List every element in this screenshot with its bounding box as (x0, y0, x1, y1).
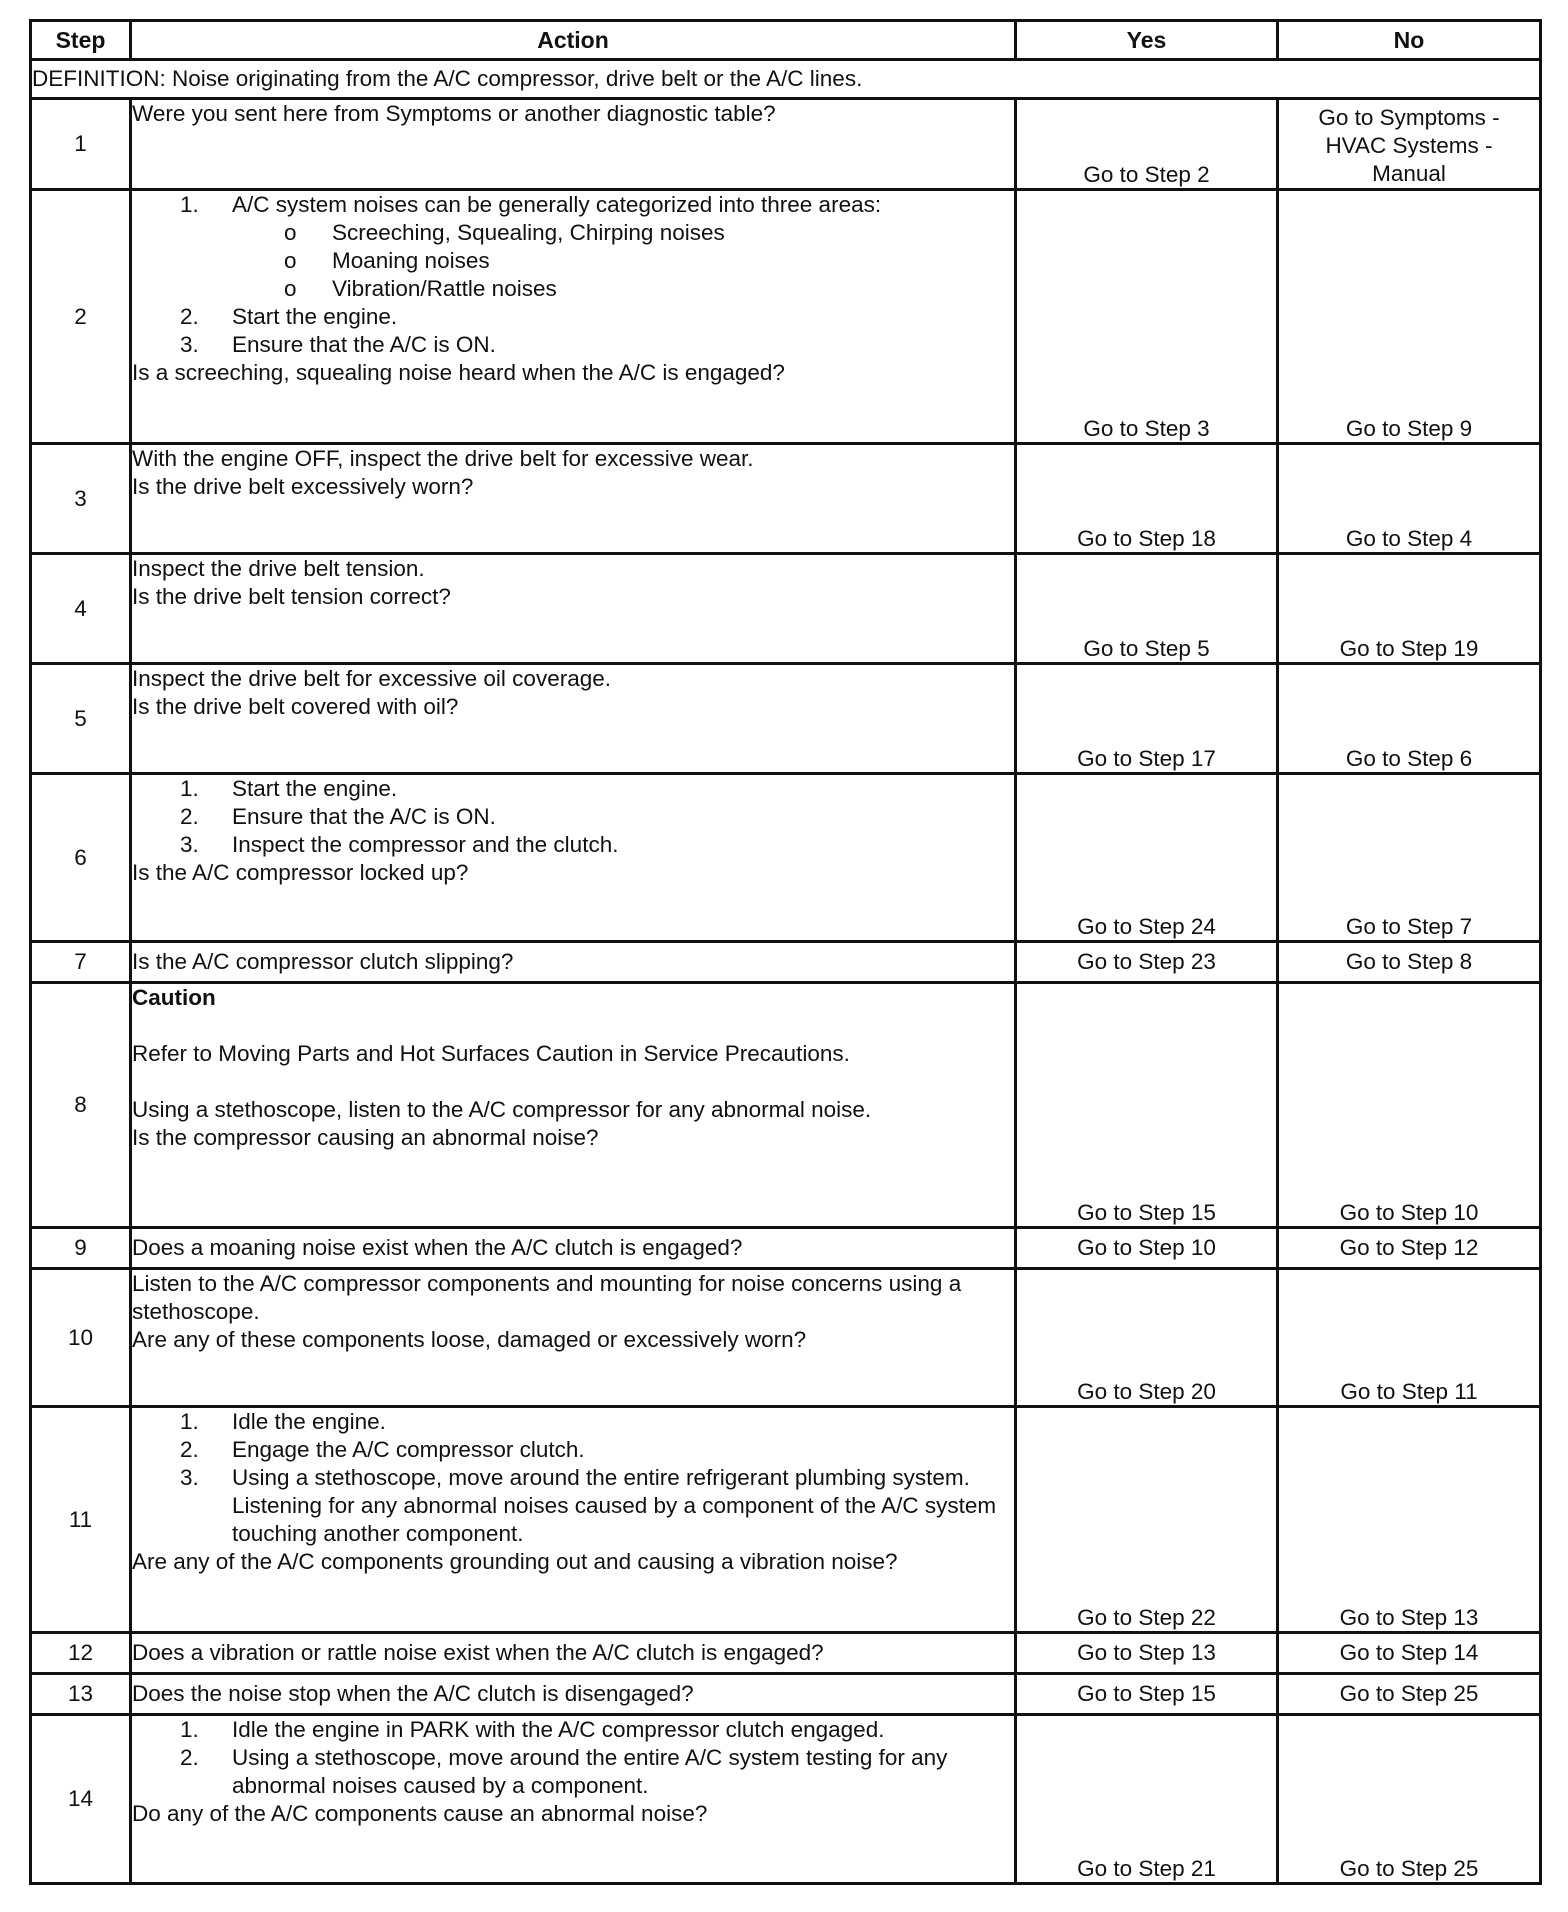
action-cell (131, 664, 1016, 774)
no-link[interactable]: Go to Step 12 (1278, 1228, 1541, 1269)
table-row (31, 1715, 1541, 1884)
header-step: Step (31, 21, 131, 60)
list-item: 3. Using a stethoscope, move around the entire refrigerant plumbing system. Listening for any abnormal noises caused by a component of the A/C system touching another component. (180, 1465, 997, 1546)
no-link[interactable]: Go to Step 4 (1278, 444, 1541, 554)
table-row (31, 554, 1541, 664)
no-link-text: Go to Symptoms - HVAC Systems - Manual (1318, 105, 1500, 186)
action-cell (131, 190, 1016, 444)
table-row (31, 774, 1541, 942)
step-number: 6 (31, 774, 131, 942)
question-text: Is a screeching, squealing noise heard when the A/C is engaged? (132, 360, 785, 385)
table-row (31, 444, 1541, 554)
question-text: Is the compressor causing an abnormal noise? (132, 1125, 599, 1150)
no-link[interactable]: Go to Step 7 (1278, 774, 1541, 942)
action-cell (131, 774, 1016, 942)
caution-text: Refer to Moving Parts and Hot Surfaces Caution in Service Precautions. (132, 1041, 850, 1066)
step-number: 14 (31, 1715, 131, 1884)
question-text: Is the A/C compressor locked up? (132, 860, 469, 885)
step-number: 5 (31, 664, 131, 774)
no-link[interactable]: Go to Step 11 (1278, 1269, 1541, 1407)
question-text: Is the A/C compressor clutch slipping? (131, 942, 1016, 983)
no-link[interactable]: Go to Step 25 (1278, 1715, 1541, 1884)
list-item: 2. Ensure that the A/C is ON. (180, 804, 496, 829)
list-item: 1. Idle the engine. (180, 1409, 386, 1434)
yes-link[interactable]: Go to Step 13 (1016, 1633, 1278, 1674)
yes-link[interactable]: Go to Step 17 (1016, 664, 1278, 774)
table-row (31, 1633, 1541, 1674)
action-list (132, 191, 1014, 359)
step-number: 4 (31, 554, 131, 664)
header-row (31, 21, 1541, 60)
action-cell (131, 554, 1016, 664)
table-row (31, 1407, 1541, 1633)
step-number: 1 (31, 99, 131, 190)
no-link[interactable]: Go to Step 9 (1278, 190, 1541, 444)
header-no: No (1278, 21, 1541, 60)
definition-text: DEFINITION: Noise originating from the A/C compressor, drive belt or the A/C lines. (31, 60, 1541, 99)
yes-link[interactable]: Go to Step 21 (1016, 1715, 1278, 1884)
step-number: 9 (31, 1228, 131, 1269)
question-text: Is the drive belt excessively worn? (132, 474, 474, 499)
step-number: 11 (31, 1407, 131, 1633)
no-link[interactable]: Go to Step 25 (1278, 1674, 1541, 1715)
yes-link[interactable]: Go to Step 22 (1016, 1407, 1278, 1633)
header-yes: Yes (1016, 21, 1278, 60)
list-item: 3. Ensure that the A/C is ON. (180, 332, 496, 357)
table-row (31, 1228, 1541, 1269)
no-link[interactable]: Go to Step 13 (1278, 1407, 1541, 1633)
no-link[interactable]: Go to Step 10 (1278, 983, 1541, 1228)
yes-link[interactable]: Go to Step 24 (1016, 774, 1278, 942)
action-text: Using a stethoscope, listen to the A/C compressor for any abnormal noise. (132, 1097, 872, 1122)
step-number: 2 (31, 190, 131, 444)
action-text: Inspect the drive belt for excessive oil coverage. (132, 666, 611, 691)
step-number: 13 (31, 1674, 131, 1715)
action-cell (131, 1715, 1016, 1884)
list-item: 1. Start the engine. (180, 776, 398, 801)
action-text: Listen to the A/C compressor components and mounting for noise concerns using a stethoscope. (132, 1271, 962, 1324)
question-text: Are any of these components loose, damaged or excessively worn? (132, 1327, 807, 1352)
question-text: Is the drive belt tension correct? (132, 584, 451, 609)
list-item: 1. A/C system noises can be generally categorized into three areas: (180, 192, 882, 217)
header-action: Action (131, 21, 1016, 60)
action-cell (131, 1269, 1016, 1407)
question-text: Does a vibration or rattle noise exist when the A/C clutch is engaged? (131, 1633, 1016, 1674)
list-item: 1. Idle the engine in PARK with the A/C compressor clutch engaged. (180, 1717, 885, 1742)
action-cell (131, 444, 1016, 554)
step-number: 12 (31, 1633, 131, 1674)
table-row (31, 1269, 1541, 1407)
caution-label: Caution (132, 985, 216, 1010)
list-item: 2. Engage the A/C compressor clutch. (180, 1437, 585, 1462)
table-row (31, 99, 1541, 190)
step-number: 10 (31, 1269, 131, 1407)
no-link[interactable]: Go to Step 6 (1278, 664, 1541, 774)
step-number: 8 (31, 983, 131, 1228)
action-cell (131, 99, 1016, 190)
question-text: Is the drive belt covered with oil? (132, 694, 459, 719)
table-row (31, 1674, 1541, 1715)
action-text: With the engine OFF, inspect the drive belt for excessive wear. (132, 446, 754, 471)
caution-block (132, 984, 1014, 1124)
yes-link[interactable]: Go to Step 15 (1016, 983, 1278, 1228)
question-text: Are any of the A/C components grounding out and causing a vibration noise? (132, 1549, 898, 1574)
yes-link[interactable]: Go to Step 20 (1016, 1269, 1278, 1407)
action-cell (131, 1407, 1016, 1633)
sub-list-item: o Moaning noises (284, 248, 490, 273)
action-text: Were you sent here from Symptoms or another diagnostic table? (132, 101, 776, 126)
no-link[interactable]: Go to Step 19 (1278, 554, 1541, 664)
yes-link[interactable]: Go to Step 3 (1016, 190, 1278, 444)
list-item: 2. Start the engine. (180, 304, 398, 329)
diagnostic-table (29, 19, 1542, 1885)
yes-link[interactable]: Go to Step 15 (1016, 1674, 1278, 1715)
yes-link[interactable]: Go to Step 10 (1016, 1228, 1278, 1269)
question-text: Does a moaning noise exist when the A/C clutch is engaged? (131, 1228, 1016, 1269)
no-link[interactable] (1278, 99, 1541, 190)
question-text: Does the noise stop when the A/C clutch is disengaged? (131, 1674, 1016, 1715)
yes-link[interactable]: Go to Step 5 (1016, 554, 1278, 664)
yes-link[interactable]: Go to Step 18 (1016, 444, 1278, 554)
table-row (31, 942, 1541, 983)
table-row (31, 190, 1541, 444)
action-cell (131, 983, 1016, 1228)
yes-link[interactable]: Go to Step 2 (1016, 99, 1278, 190)
step-number: 7 (31, 942, 131, 983)
action-list (132, 1716, 1014, 1800)
question-text: Do any of the A/C components cause an abnormal noise? (132, 1801, 708, 1826)
sub-list-item: o Vibration/Rattle noises (284, 276, 557, 301)
step-number: 3 (31, 444, 131, 554)
yes-link[interactable]: Go to Step 23 (1016, 942, 1278, 983)
sub-list-item: o Screeching, Squealing, Chirping noises (284, 220, 725, 245)
no-link[interactable]: Go to Step 8 (1278, 942, 1541, 983)
table-row (31, 983, 1541, 1228)
no-link[interactable]: Go to Step 14 (1278, 1633, 1541, 1674)
table-row (31, 664, 1541, 774)
list-item: 2. Using a stethoscope, move around the entire A/C system testing for any abnormal noises caused by a component. (180, 1745, 948, 1798)
action-text: Inspect the drive belt tension. (132, 556, 425, 581)
list-item: 3. Inspect the compressor and the clutch. (180, 832, 619, 857)
definition-row (31, 60, 1541, 99)
action-list (132, 1408, 1014, 1548)
action-list (132, 775, 1014, 859)
